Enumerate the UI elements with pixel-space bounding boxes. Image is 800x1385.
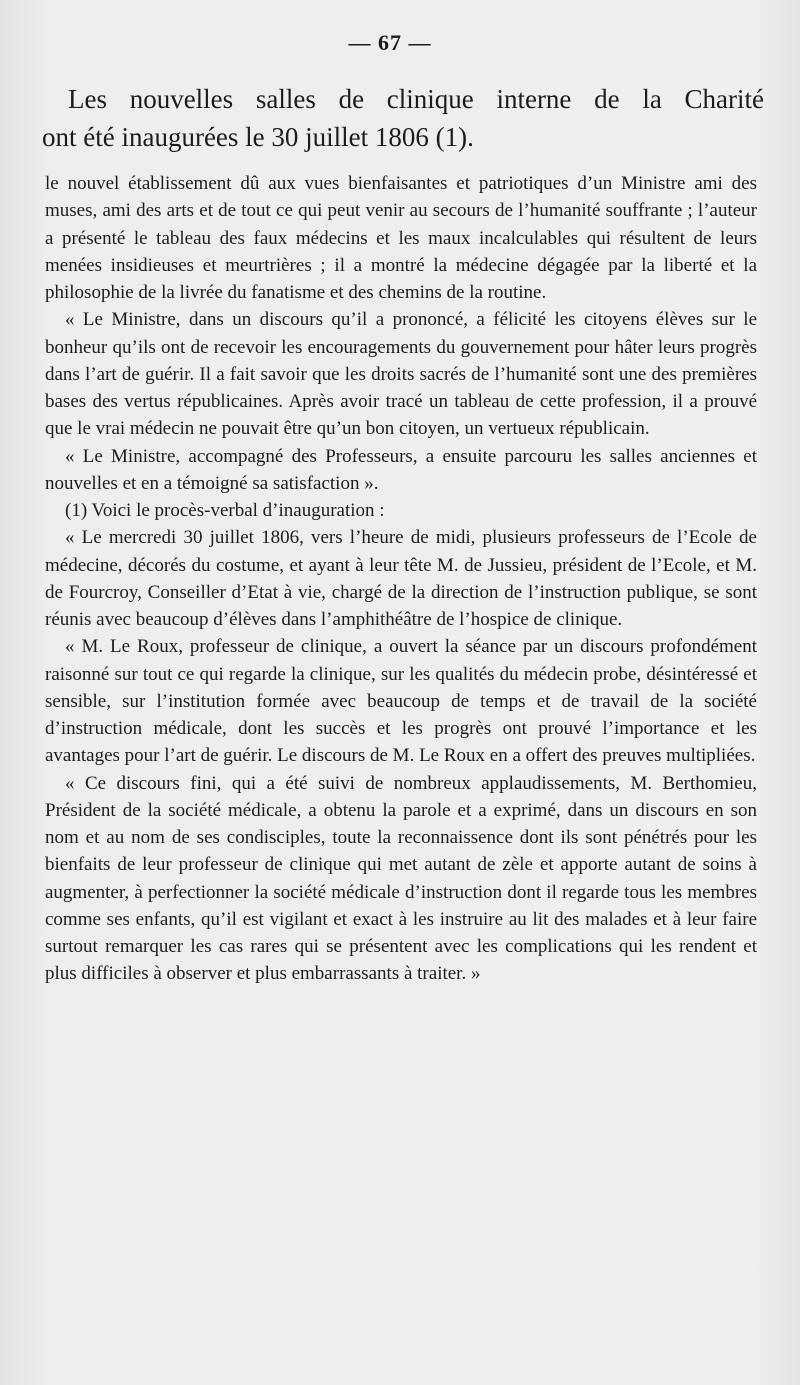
footnote-paragraph-1: « Le mercredi 30 juillet 1806, vers l’heure de midi, plusieurs professeurs de l’Ecole de médecine, décorés du costume, et ayant à leur tête M. de Jussieu, président de l’Ecole, et M. de Fourcroy, Conseiller d’Etat à vie, chargé de la direction de l’instruction publique, se sont réunis avec beaucoup d’élèves dans l’amphithéâtre de l’hospice de clinique.: [45, 527, 757, 630]
body-text: [45, 170, 757, 988]
footnote-paragraph-2: « M. Le Roux, professeur de clinique, a ouvert la séance par un discours profondément raisonné sur tout ce qui regarde la clinique, sur les qualités du médecin probe, désintéressé et sensible, sur l’institution formée avec beaucoup de temps et de travail de la société d’instruction médicale, dont les succès et les progrès ont prouvé l’importance et les avantages pour l’art de guérir. Le discours de M. Le Roux en a offert des preuves multipliées.: [45, 636, 757, 767]
paragraph-minister-visit: « Le Ministre, accompagné des Professeurs, a ensuite parcouru les salles anciennes et nouvelles et en a témoigné sa satisfaction ».: [45, 445, 757, 494]
page-number: — 67 —: [348, 30, 432, 55]
footnote-paragraph-3: « Ce discours fini, qui a été suivi de nombreux applaudissements, M. Berthomieu, Président de la société médicale, a obtenu la parole et a exprimé, dans un discours en son nom et au nom de ses condisciples, toute la reconnaissence dont ils sont pénétrés pour les bienfaits de leur professeur de clinique qui met autant de zèle et apporte autant de soins à augmenter, à perfectionner la société médicale d’instruction dont il regarde tous les membres comme ses enfants, qu’il est vigilant et exact à les instruire au lit des malades et à leur faire surtout remarquer les cas rares qui se présentent avec les complications qui les rendent et plus difficiles à observer et plus embarrassants à traiter. »: [45, 772, 757, 985]
paragraph-minister-speech: « Le Ministre, dans un discours qu’il a prononcé, a félicité les citoyens élèves sur le bonheur qu’ils ont de recevoir les encouragements du gouvernement pour hâter leurs progrès dans l’art de guérir. Il a fait savoir que les droits sacrés de l’humanité sont une des premières bases des vertus républicaines. Après avoir tracé un tableau de cette profession, il a prouvé que le vrai médecin ne pouvait être qu’un bon citoyen, un vertueux républicain.: [45, 309, 757, 440]
section-heading: [42, 80, 764, 156]
heading-line-2: ont été inaugurées le 30 juillet 1806 (1).: [42, 122, 474, 152]
paragraph-continuation: le nouvel établissement dû aux vues bienfaisantes et patriotiques d’un Ministre ami des muses, ami des arts et de tout ce qui peut venir au secours de l’humanité souffrante ; l’auteur a présenté le tableau des faux médecins et les maux incalculables qui résultent de leurs menées insidieuses et meurtrières ; il a montré la médecine dégagée par la liberté et la philosophie de la livrée du fanatisme et des chemins de la routine.: [45, 173, 757, 303]
heading-line-1: Les nouvelles salles de clinique interne de la Charité: [68, 84, 764, 114]
footnote-intro: (1) Voici le procès-verbal d’inauguration :: [65, 500, 385, 521]
